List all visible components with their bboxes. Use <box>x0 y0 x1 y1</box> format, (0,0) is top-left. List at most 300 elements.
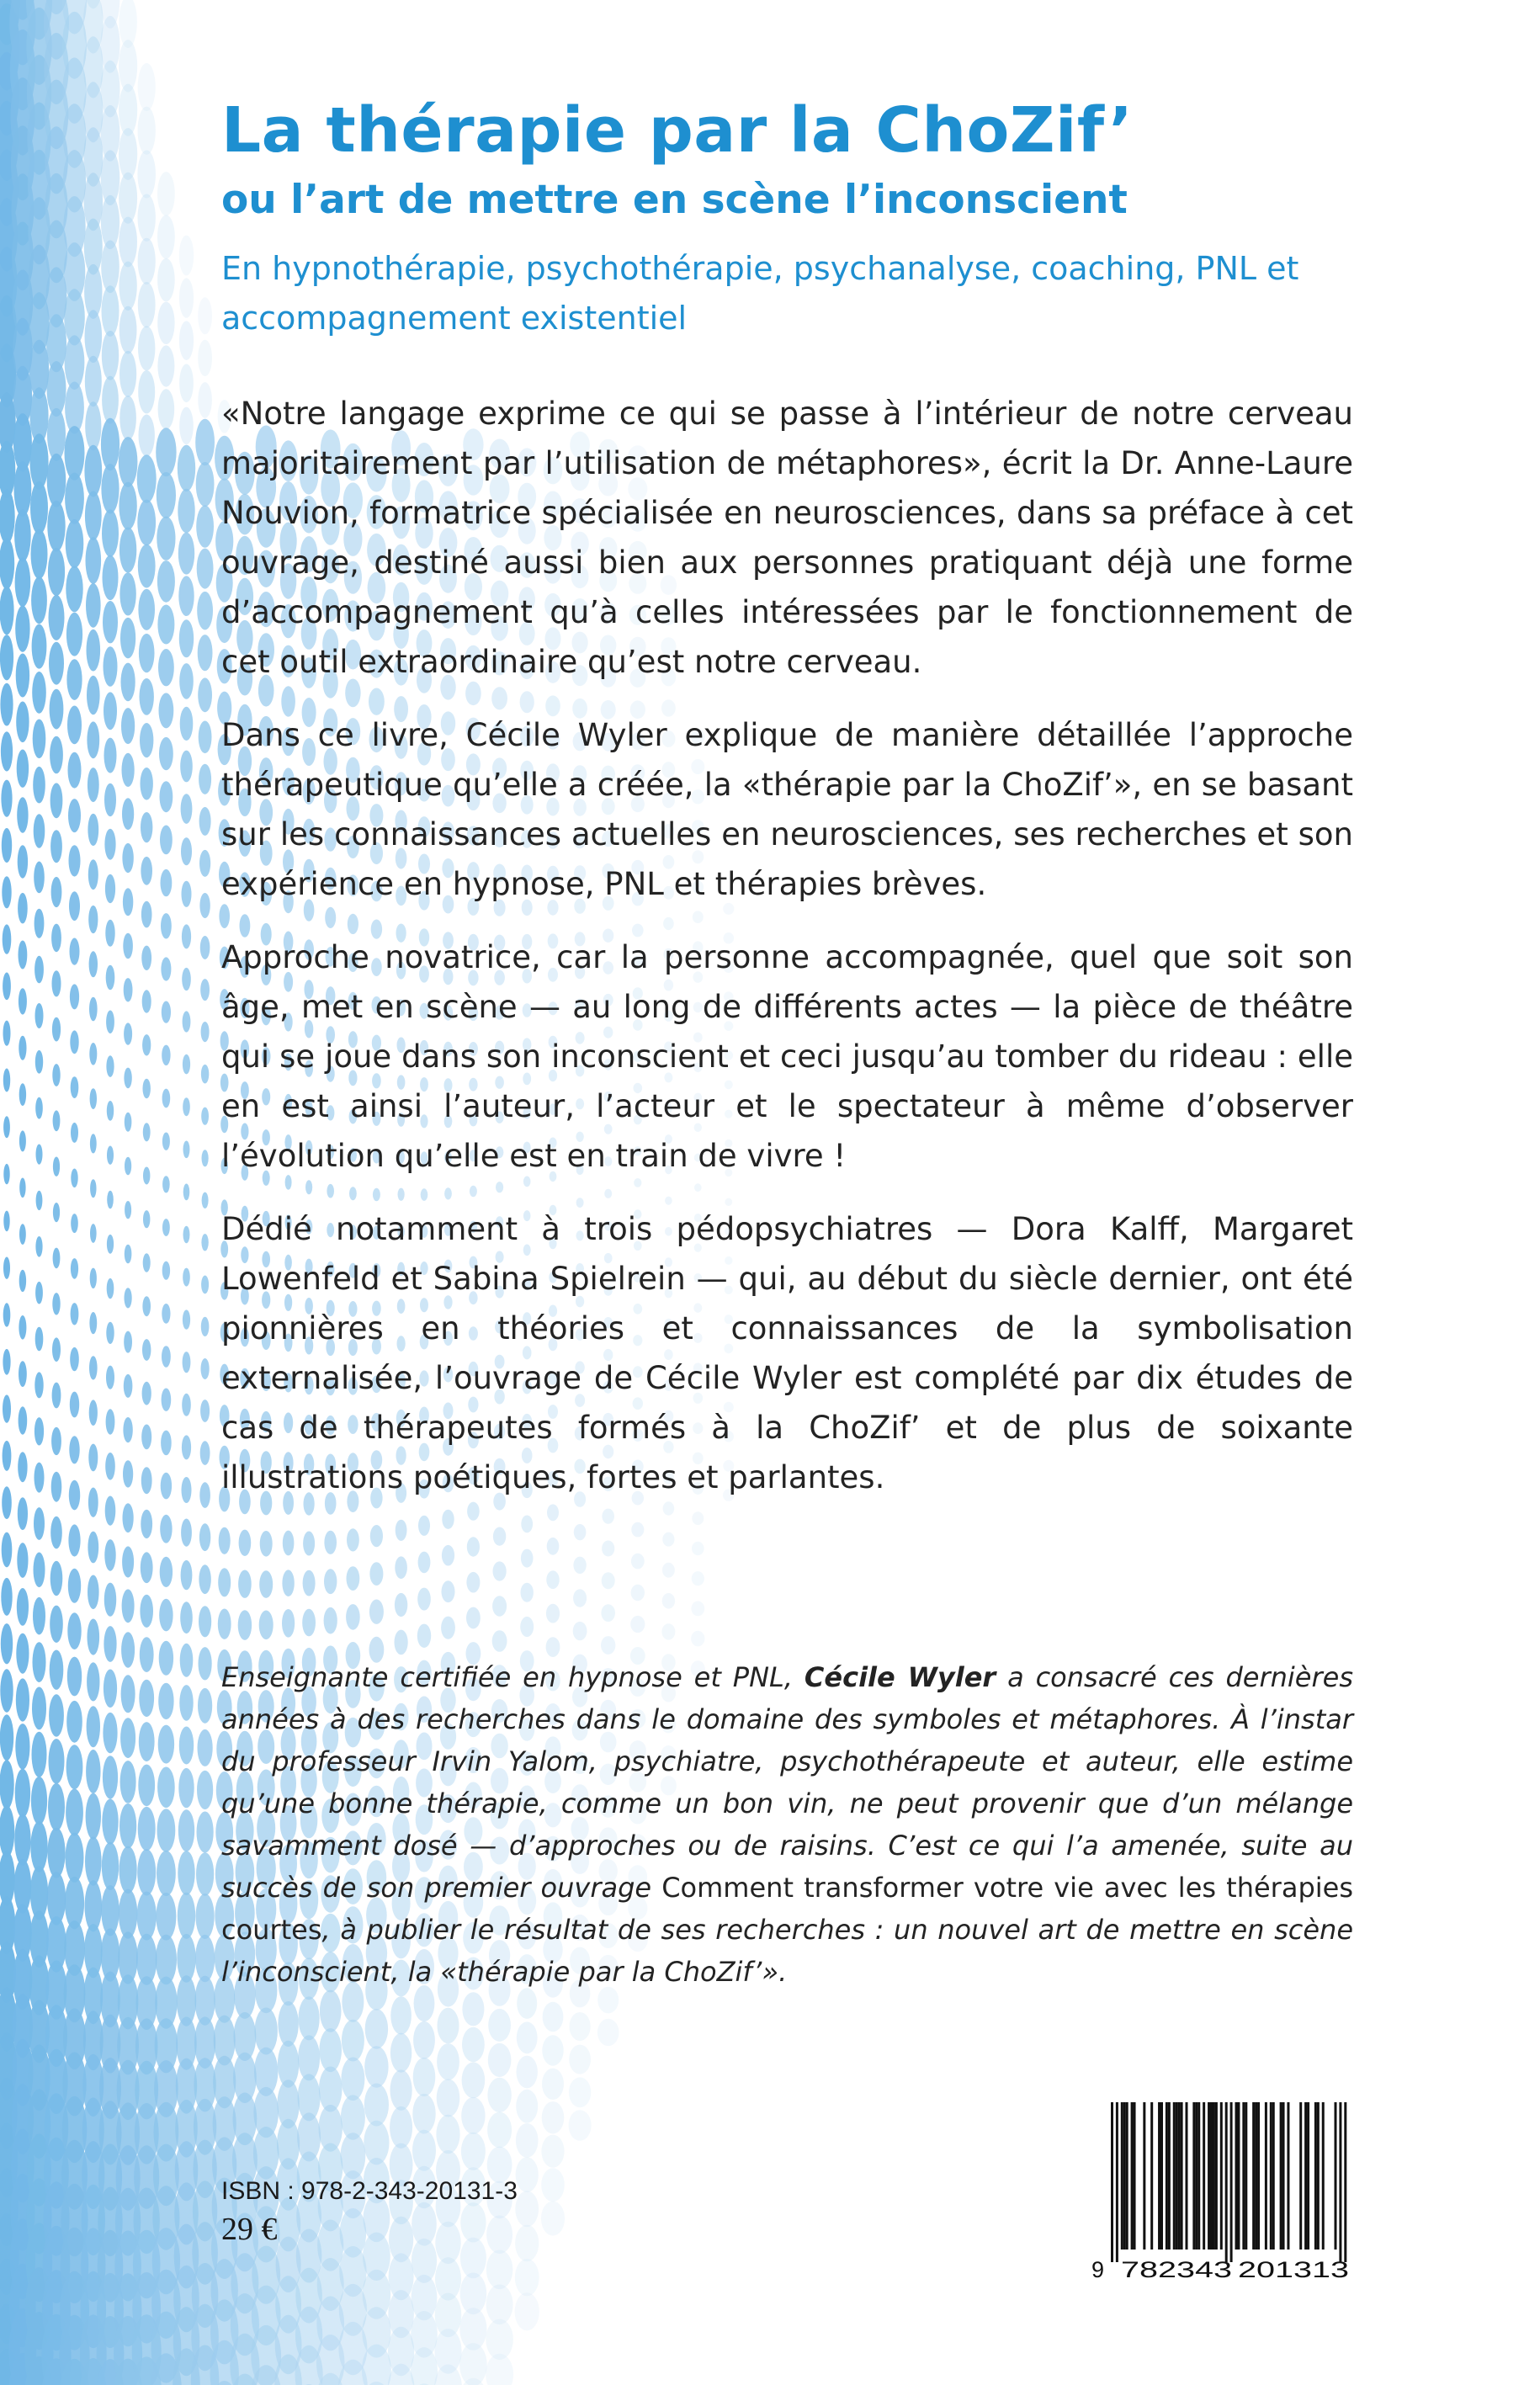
background-dot <box>52 1293 60 1315</box>
background-dot <box>543 2002 564 2032</box>
background-dot <box>601 1636 615 1655</box>
background-dot <box>107 1191 114 1209</box>
background-dot <box>3 1303 11 1326</box>
background-dot <box>71 1169 77 1188</box>
background-dot <box>15 1724 29 1770</box>
background-dot <box>198 340 212 376</box>
background-dot <box>71 1303 79 1325</box>
background-dot <box>0 538 14 589</box>
background-dot <box>493 1561 507 1580</box>
background-dot <box>341 2058 364 2101</box>
background-dot <box>139 1722 155 1761</box>
background-dot <box>104 1539 115 1571</box>
background-dot <box>14 1814 30 1865</box>
background-dot <box>125 1113 132 1132</box>
background-dot <box>417 1624 431 1648</box>
background-dot <box>160 1557 173 1587</box>
background-dot <box>34 1507 45 1540</box>
background-dot <box>201 1022 210 1042</box>
background-dot <box>123 888 133 916</box>
background-dot <box>411 2347 438 2385</box>
background-dot <box>201 1317 210 1336</box>
background-dot <box>16 1678 29 1721</box>
background-dot <box>104 1670 117 1708</box>
barcode-bar <box>1131 2102 1134 2250</box>
background-dot <box>418 1552 431 1574</box>
barcode-bar <box>1215 2102 1218 2250</box>
background-dot <box>142 1339 151 1361</box>
background-dot <box>282 1570 294 1596</box>
background-dot <box>19 1270 26 1292</box>
background-dot <box>19 1224 26 1245</box>
background-dot <box>68 1569 81 1603</box>
background-dot <box>101 418 119 470</box>
barcode-bar <box>1195 2102 1197 2250</box>
background-dot <box>541 2202 565 2236</box>
background-dot <box>238 1610 252 1640</box>
barcode-first-digit: 9 <box>1091 2257 1105 2282</box>
barcode-bar <box>1181 2102 1183 2250</box>
background-dot <box>181 1560 193 1590</box>
background-dot <box>143 1167 150 1185</box>
background-dot <box>157 258 175 301</box>
background-dot <box>119 528 136 573</box>
background-dot <box>390 2033 412 2073</box>
background-dot <box>19 1361 27 1387</box>
background-dot <box>17 797 28 832</box>
barcode-bar <box>1230 2102 1233 2262</box>
background-dot <box>15 606 29 652</box>
background-dot <box>88 1532 98 1564</box>
background-dot <box>87 1662 99 1701</box>
background-dot <box>183 1054 190 1075</box>
background-dot <box>161 913 172 938</box>
background-dot <box>50 1517 62 1549</box>
barcode-bar <box>1150 2102 1153 2250</box>
background-dot <box>488 2043 512 2077</box>
background-dot <box>541 2168 565 2202</box>
background-dot <box>486 2216 512 2255</box>
background-dot <box>199 1482 210 1508</box>
background-dot <box>183 1011 191 1032</box>
background-dot <box>85 401 101 450</box>
background-dot <box>390 2106 412 2149</box>
background-dot <box>16 654 29 698</box>
background-dot <box>198 297 212 334</box>
background-dot <box>198 677 212 712</box>
barcode-graphic <box>1090 2097 1363 2284</box>
background-dot <box>138 194 156 242</box>
background-dot <box>140 1595 153 1628</box>
barcode-bar <box>1307 2102 1309 2250</box>
background-dot <box>182 968 191 991</box>
background-dot <box>3 1116 10 1138</box>
barcode-bar <box>1265 2102 1267 2250</box>
background-dot <box>162 1346 171 1368</box>
background-dot <box>66 613 82 656</box>
background-dot <box>467 1537 480 1556</box>
background-dot <box>569 2077 591 2107</box>
background-dot <box>85 310 103 363</box>
background-dot <box>198 1729 213 1766</box>
background-dot <box>50 1606 63 1643</box>
background-dot <box>122 798 134 830</box>
background-dot <box>36 1145 43 1165</box>
background-dot <box>66 1833 84 1883</box>
background-dot <box>32 1687 46 1730</box>
background-dot <box>90 1224 97 1243</box>
background-dot <box>86 537 102 584</box>
background-dot <box>36 1191 43 1210</box>
background-dot <box>2 876 11 908</box>
background-dot <box>137 1892 157 1941</box>
background-dot <box>68 752 82 789</box>
background-dot <box>202 1150 209 1166</box>
background-dot <box>138 238 156 284</box>
background-dot <box>162 1176 170 1192</box>
book-blurb <box>221 389 1353 1526</box>
background-dot <box>106 1366 114 1389</box>
background-dot <box>101 464 119 513</box>
background-dot <box>70 984 79 1009</box>
background-dot <box>219 1527 231 1554</box>
background-dot <box>124 1374 133 1398</box>
barcode-bar <box>1335 2102 1337 2250</box>
background-dot <box>137 454 157 502</box>
background-dot <box>3 1164 9 1184</box>
background-dot <box>102 285 119 337</box>
background-dot <box>102 376 119 424</box>
background-dot <box>19 988 27 1014</box>
background-dot <box>158 1725 174 1764</box>
background-dot <box>516 2090 538 2123</box>
background-dot <box>162 1045 170 1065</box>
background-dot <box>121 1632 135 1667</box>
barcode-bar <box>1203 2102 1205 2250</box>
background-dot <box>105 920 114 947</box>
background-dot <box>67 1612 81 1649</box>
background-dot <box>3 973 11 1001</box>
book-subtitle: ou l’art de mettre en scène l’inconscient <box>221 177 1128 223</box>
background-dot <box>102 331 119 380</box>
background-dot <box>487 2078 511 2112</box>
background-dot <box>16 1633 29 1674</box>
background-dot <box>17 1588 29 1626</box>
background-dot <box>104 738 117 773</box>
background-dot <box>137 151 156 199</box>
background-dot <box>50 689 64 730</box>
background-dot <box>104 1626 116 1662</box>
background-dot <box>142 1296 151 1316</box>
background-dot <box>49 1694 64 1736</box>
background-dot <box>51 877 62 907</box>
background-dot <box>179 619 194 657</box>
background-dot <box>573 1557 586 1574</box>
background-dot <box>90 1268 97 1288</box>
background-dot <box>178 576 194 616</box>
background-dot <box>161 1473 172 1500</box>
background-dot <box>178 1851 194 1895</box>
background-dot <box>521 1549 534 1568</box>
background-dot <box>85 356 102 406</box>
background-dot <box>66 1701 82 1743</box>
background-dot <box>0 683 13 726</box>
background-dot <box>140 723 153 757</box>
background-dot <box>346 1604 360 1630</box>
background-dot <box>30 1821 47 1872</box>
background-dot <box>492 1596 507 1616</box>
background-dot <box>119 217 137 268</box>
background-dot <box>120 1761 136 1803</box>
background-dot <box>179 407 194 445</box>
background-dot <box>319 2028 342 2072</box>
background-dot <box>199 893 210 918</box>
background-dot <box>31 1777 47 1825</box>
background-dot <box>120 1718 135 1758</box>
background-dot <box>515 2292 539 2330</box>
background-dot <box>156 428 176 476</box>
background-dot <box>141 768 153 800</box>
background-dot <box>138 63 156 111</box>
background-dot <box>119 306 137 354</box>
background-dot <box>516 2123 539 2158</box>
background-dot <box>89 997 98 1022</box>
background-dot <box>119 437 138 487</box>
background-dot <box>573 1589 587 1607</box>
background-dot <box>121 663 135 702</box>
background-dot <box>631 1585 645 1601</box>
background-dot <box>161 869 173 896</box>
background-dot <box>159 1599 173 1632</box>
barcode-bar <box>1339 2102 1341 2262</box>
barcode-bar <box>1213 2102 1215 2250</box>
blurb-paragraph: Dédié notamment à trois pédopsychiatres — Dora Kalff, Margaret Lowenfeld et Sabina Spielrein — qui, au début du siècle dernier, ont été pionnières en théories et connaissances de la symbolisation externalisée, l’ouvrage de Cécile Wyler est complété par dix études de cas de thérapeutes formés à la ChoZif’ et de plus de soixante illustrations poétiques, fortes et parlantes. <box>221 1211 1353 1495</box>
background-dot <box>460 2238 486 2279</box>
background-dot <box>200 1441 210 1465</box>
background-dot <box>52 1383 61 1409</box>
background-dot <box>390 2069 412 2110</box>
background-dot <box>106 1409 115 1434</box>
background-dot <box>156 1893 176 1941</box>
background-dot <box>101 241 119 294</box>
background-dot <box>90 1088 97 1109</box>
background-dot <box>33 720 46 759</box>
background-dot <box>434 2365 462 2385</box>
background-dot <box>125 1157 131 1176</box>
background-dot <box>179 1727 194 1765</box>
background-dot <box>282 1609 295 1638</box>
background-dot <box>30 481 48 534</box>
background-dot <box>178 445 195 491</box>
background-dot <box>437 2043 459 2080</box>
background-dot <box>0 489 15 544</box>
background-dot <box>105 1453 115 1480</box>
background-dot <box>569 2045 591 2074</box>
background-dot <box>102 1842 119 1890</box>
background-dot <box>119 1803 136 1848</box>
background-dot <box>1 780 12 817</box>
background-dot <box>199 1647 212 1680</box>
barcode-bar <box>1160 2102 1163 2250</box>
background-dot <box>88 768 99 802</box>
background-dot <box>141 812 152 842</box>
background-dot <box>71 1123 78 1143</box>
background-dot <box>179 1685 193 1721</box>
isbn: ISBN : 978-2-343-20131-3 <box>221 2177 518 2205</box>
background-dot <box>51 924 61 953</box>
background-dot <box>692 1542 704 1555</box>
background-dot <box>68 799 81 832</box>
background-dot <box>35 1372 43 1398</box>
background-dot <box>302 1609 316 1637</box>
background-dot <box>123 1417 132 1442</box>
background-dot <box>35 956 44 984</box>
background-dot <box>70 1392 79 1418</box>
barcode-bar <box>1344 2102 1346 2262</box>
background-dot <box>107 1146 114 1165</box>
background-dot <box>442 1580 455 1602</box>
background-dot <box>1 1623 13 1664</box>
background-dot <box>47 454 66 507</box>
background-dot <box>413 2058 436 2096</box>
barcode-bar <box>1270 2102 1272 2250</box>
background-dot <box>50 783 63 818</box>
background-dot <box>35 1236 42 1257</box>
barcode-bar <box>1245 2102 1247 2250</box>
background-dot <box>182 1435 191 1459</box>
background-dot <box>177 1934 195 1983</box>
background-dot <box>441 1617 455 1639</box>
background-dot <box>138 544 156 588</box>
background-dot <box>160 781 173 812</box>
background-dot <box>183 1097 190 1116</box>
background-dot <box>546 1637 560 1657</box>
background-dot <box>179 321 194 360</box>
background-dot <box>142 1034 151 1055</box>
barcode-bar <box>1225 2102 1228 2262</box>
barcode-bar <box>1314 2102 1317 2250</box>
background-dot <box>182 924 191 948</box>
background-dot <box>0 1669 13 1712</box>
background-dot <box>49 595 65 640</box>
background-dot <box>2 1486 12 1519</box>
book-title: La thérapie par la ChoZif’ <box>221 94 1134 167</box>
barcode-bar <box>1280 2102 1282 2250</box>
background-dot <box>142 990 151 1012</box>
background-dot <box>48 1783 65 1831</box>
background-dot <box>201 1108 209 1125</box>
background-dot <box>347 1566 360 1591</box>
barcode-bar <box>1158 2102 1160 2250</box>
background-dot <box>104 692 117 730</box>
background-dot <box>521 1583 534 1602</box>
background-dot <box>87 721 99 758</box>
background-dot <box>196 505 214 547</box>
background-dot <box>122 1546 134 1577</box>
background-dot <box>516 2157 539 2192</box>
background-dot <box>196 1852 214 1895</box>
background-dot <box>159 1641 173 1676</box>
barcode-bar <box>1235 2102 1238 2250</box>
background-dot <box>183 1268 190 1287</box>
background-dot <box>18 845 28 878</box>
barcode-bar <box>1220 2102 1223 2250</box>
background-dot <box>461 2097 485 2134</box>
background-dot <box>32 624 47 669</box>
background-dot <box>198 635 213 671</box>
isbn-barcode <box>1090 2097 1363 2284</box>
background-dot <box>69 1436 79 1463</box>
blurb-paragraph: Dans ce livre, Cécile Wyler explique de manière détaillée l’approche thérapeutique qu’elle a créée, la «thérapie par la ChoZif’», en se basant sur les connaissances actuelles en neurosciences, ses recherches et son expérience en hypnose, PNL et thérapies brèves. <box>221 717 1353 902</box>
background-dot <box>138 589 155 630</box>
background-dot <box>158 649 174 686</box>
background-dot <box>303 1532 315 1556</box>
background-dot <box>662 1593 675 1609</box>
background-dot <box>178 1893 195 1939</box>
background-dot <box>161 957 171 980</box>
background-dot <box>0 635 13 680</box>
background-dot <box>260 1531 273 1557</box>
background-dot <box>180 1602 193 1633</box>
background-dot <box>178 1768 194 1808</box>
background-dot <box>33 1642 46 1682</box>
background-dot <box>178 1809 194 1851</box>
background-dot <box>87 676 100 715</box>
background-dot <box>630 1616 645 1633</box>
background-dot <box>88 1619 100 1655</box>
background-dot <box>515 2259 539 2296</box>
barcode-bar <box>1282 2102 1285 2250</box>
background-dot <box>181 837 192 865</box>
background-dot <box>369 1562 383 1586</box>
background-dot <box>199 721 212 754</box>
barcode-bar <box>1173 2102 1176 2250</box>
background-dot <box>462 2062 486 2098</box>
barcode-bar <box>1322 2102 1325 2250</box>
background-dot <box>107 1278 114 1299</box>
background-dot <box>18 1452 27 1482</box>
background-dot <box>119 351 136 397</box>
background-dot <box>487 2112 512 2149</box>
background-dot <box>66 1745 83 1789</box>
background-dot <box>106 965 115 991</box>
background-dot <box>1 1578 12 1616</box>
background-dot <box>68 1524 80 1556</box>
background-dot <box>259 1611 273 1640</box>
background-dot <box>35 1003 44 1028</box>
background-dot <box>66 1789 83 1836</box>
background-dot <box>347 1528 359 1551</box>
background-dot <box>492 1630 507 1652</box>
background-dot <box>199 1564 210 1594</box>
background-dot <box>299 1996 320 2040</box>
background-dot <box>200 979 210 1001</box>
barcode-bar <box>1252 2102 1255 2250</box>
background-dot <box>218 1609 231 1639</box>
background-dot <box>88 859 98 890</box>
barcode-bar <box>1123 2102 1126 2250</box>
background-dot <box>160 826 173 855</box>
background-dot <box>200 936 210 959</box>
background-dot <box>195 419 215 466</box>
background-dot <box>137 1849 156 1895</box>
background-dot <box>199 1523 210 1551</box>
background-dot <box>125 1288 132 1308</box>
background-dot <box>106 1011 114 1034</box>
background-dot <box>517 2056 538 2089</box>
background-dot <box>35 1282 43 1304</box>
background-dot <box>50 1650 64 1690</box>
